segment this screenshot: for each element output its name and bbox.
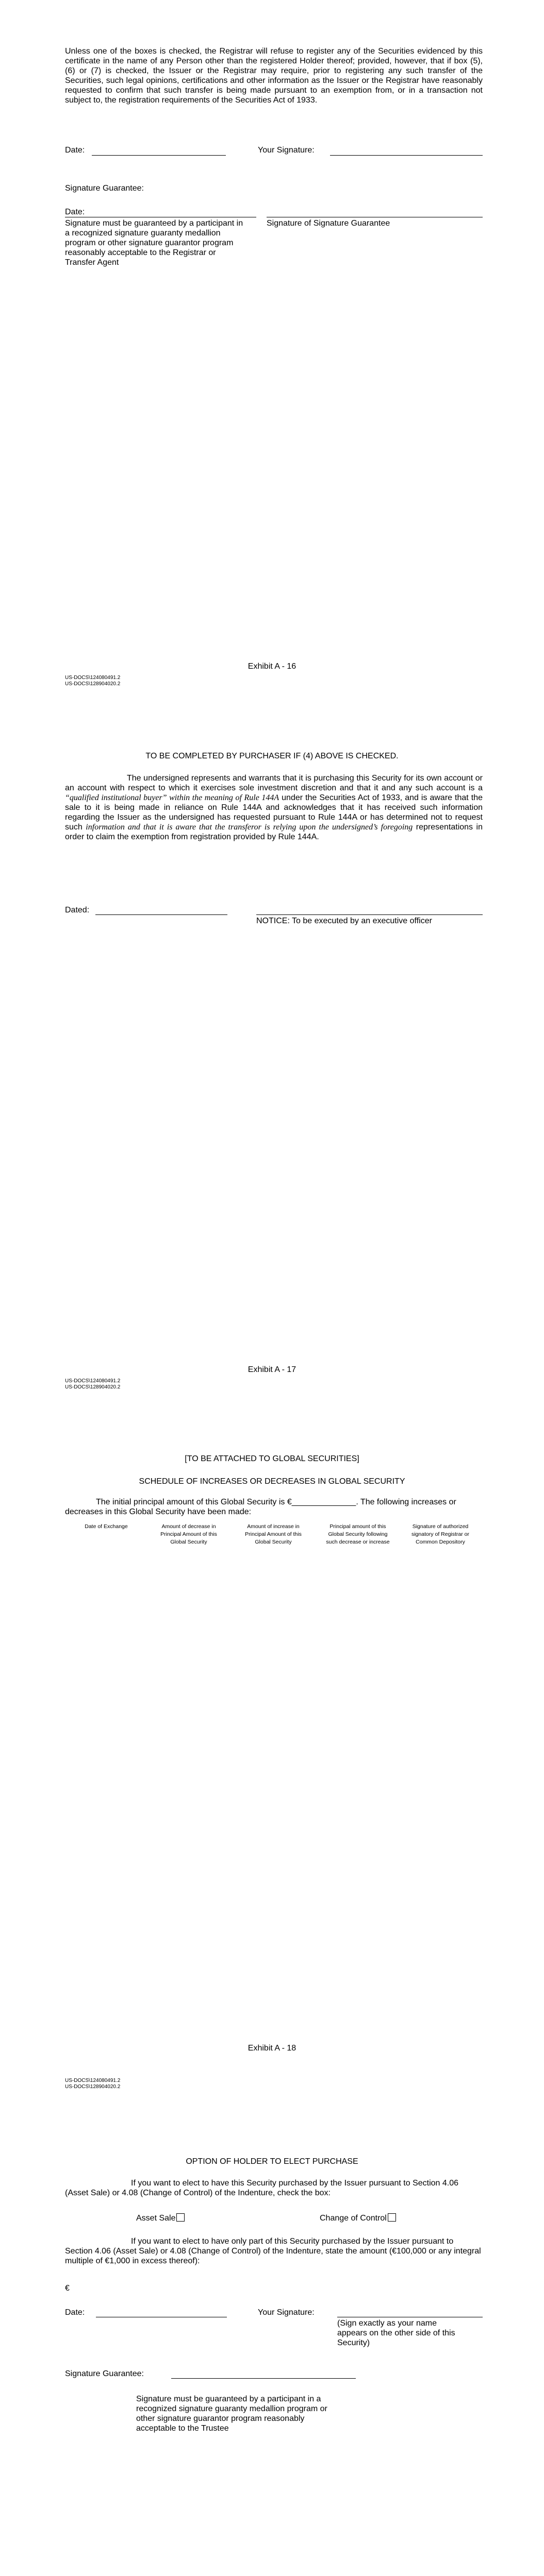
doc-id: US-DOCS\128904020.2	[65, 681, 121, 687]
asset-sale-label: Asset Sale	[136, 2214, 176, 2223]
page-18	[0, 1406, 544, 2110]
dated-line[interactable]	[95, 914, 227, 915]
change-of-control-option	[320, 2213, 396, 2223]
page-17	[0, 703, 544, 1406]
guarantee-note: Signature must be guaranteed by a participant in a recognized signature guaranty medallion program or other signature guarantor program reasonably acceptable to the Trustee	[136, 2395, 327, 2433]
guarantee-line[interactable]	[171, 2378, 356, 2379]
qib-text-b: “qualified institutional buyer” within the meaning of Rule 144A	[65, 793, 279, 802]
date-label: Date:	[65, 2308, 85, 2317]
euro-amount-field[interactable]: €	[65, 2284, 70, 2293]
asset-sale-checkbox[interactable]	[176, 2213, 185, 2222]
notice-text: NOTICE: To be executed by an executive officer	[256, 917, 432, 925]
page-16	[0, 0, 544, 703]
schedule-heading: SCHEDULE OF INCREASES OR DECREASES IN GLOBAL SECURITY	[139, 1477, 405, 1486]
asset-sale-option	[136, 2213, 185, 2223]
signature-guarantee-label: Signature Guarantee:	[65, 2369, 144, 2378]
signature-of-guarantee-caption: Signature of Signature Guarantee	[267, 219, 390, 228]
option-para-1: If you want to elect to have this Security purchased by the Issuer pursuant to Section 4.06 (Asset Sale) or 4.08 (Change of Control) of the Indenture, check the box:	[65, 2179, 459, 2197]
your-signature-label: Your Signature:	[258, 2308, 315, 2317]
dated-label: Dated:	[65, 906, 90, 914]
change-of-control-label: Change of Control	[320, 2214, 387, 2223]
option-heading: OPTION OF HOLDER TO ELECT PURCHASE	[186, 2157, 358, 2166]
option-para-2: If you want to elect to have only part of this Security purchased by the Issuer pursuant to Section 4.06 (Asset Sale) or 4.08 (Change of Control) of the Indenture, state the amount (€100,000 or any integral multiple of €1,000 in excess thereof):	[65, 2237, 481, 2265]
intro-text-a: The initial principal amount of this Global Security is €	[96, 1498, 292, 1506]
exhibit-label: Exhibit A - 18	[248, 2044, 296, 2053]
date-label: Date:	[65, 146, 85, 155]
your-signature-label: Your Signature:	[258, 146, 315, 155]
intro-text-b: . The following increases or decreases in this Global Security have been made:	[65, 1498, 456, 1516]
officer-signature-line[interactable]	[256, 914, 483, 915]
doc-id: US-DOCS\128904020.2	[65, 2084, 121, 2090]
qib-text-d: information and that it is aware that the transferor is relying upon the undersigned’s foregoing	[86, 823, 413, 832]
schedule-intro	[65, 1497, 483, 1517]
col-principal-following: Principal amount of this Global Security following such decrease or increase	[326, 1523, 390, 1545]
page-19	[0, 2110, 544, 2576]
signature-guarantee-label: Signature Guarantee:	[65, 184, 144, 193]
doc-id: US-DOCS\128904020.2	[65, 1384, 121, 1390]
col-date-of-exchange: Date of Exchange	[85, 1523, 128, 1530]
signature-line[interactable]	[330, 155, 483, 156]
initial-amount-blank[interactable]: ______________	[291, 1498, 356, 1506]
registration-paragraph: Unless one of the boxes is checked, the Registrar will refuse to register any of the Securities evidenced by this certificate in the name of any Person other than the registered Holder thereof; provided, however, that if box (5), (6) or (7) is checked, the Issuer or the Registrar may require, prior to registering any such transfer of the Securities, such legal opinions, certifications and other information as the Issuer or the Registrar have reasonably requested to confirm that such transfer is being made pursuant to an exemption from, or in a transaction not subject to, the registration requirements of the Securities Act of 1933.	[65, 47, 483, 105]
qib-text-e: representations in order to claim the exemption from registration provided by Rule 144A.	[65, 823, 483, 841]
exhibit-label: Exhibit A - 17	[248, 1365, 296, 1374]
qib-paragraph	[65, 773, 483, 842]
change-of-control-checkbox[interactable]	[388, 2213, 396, 2222]
col-decrease-amount: Amount of decrease in Principal Amount of this Global Security	[160, 1523, 217, 1545]
date-line[interactable]	[92, 155, 226, 156]
doc-id: US-DOCS\124080491.2	[65, 1378, 121, 1384]
sign-exactly-note: (Sign exactly as your name appears on the other side of this Security)	[337, 2319, 455, 2347]
qib-text-c: under the Securities Act of 1933, and is aware that the sale to it is being made in reliance on Rule 144A and acknowledges that it has received such information regarding the Issuer as the undersigned has requested pursuant to Rule 144A or has determined not to request such	[65, 793, 483, 832]
col-increase-amount: Amount of increase in Principal Amount of this Global Security	[245, 1523, 302, 1545]
date2-label: Date:	[65, 208, 85, 216]
guarantee-note: Signature must be guaranteed by a participant in a recognized signature guaranty medallion program or other signature guarantor program reasonably acceptable to the Registrar or Transfer Agent	[65, 219, 243, 267]
qib-text-a: The undersigned represents and warrants that it is purchasing this Security for its own account or an account with respect to which it exercises sole investment discretion and that it and any such account is a	[65, 774, 483, 792]
attach-heading: [TO BE ATTACHED TO GLOBAL SECURITIES]	[185, 1454, 359, 1463]
purchaser-heading: TO BE COMPLETED BY PURCHASER IF (4) ABOVE IS CHECKED.	[145, 752, 399, 760]
doc-id: US-DOCS\124080491.2	[65, 675, 121, 681]
doc-id: US-DOCS\124080491.2	[65, 2078, 121, 2083]
exhibit-label: Exhibit A - 16	[248, 662, 296, 671]
col-authorized-signature: Signature of authorized signatory of Registrar or Common Depository	[411, 1523, 470, 1545]
